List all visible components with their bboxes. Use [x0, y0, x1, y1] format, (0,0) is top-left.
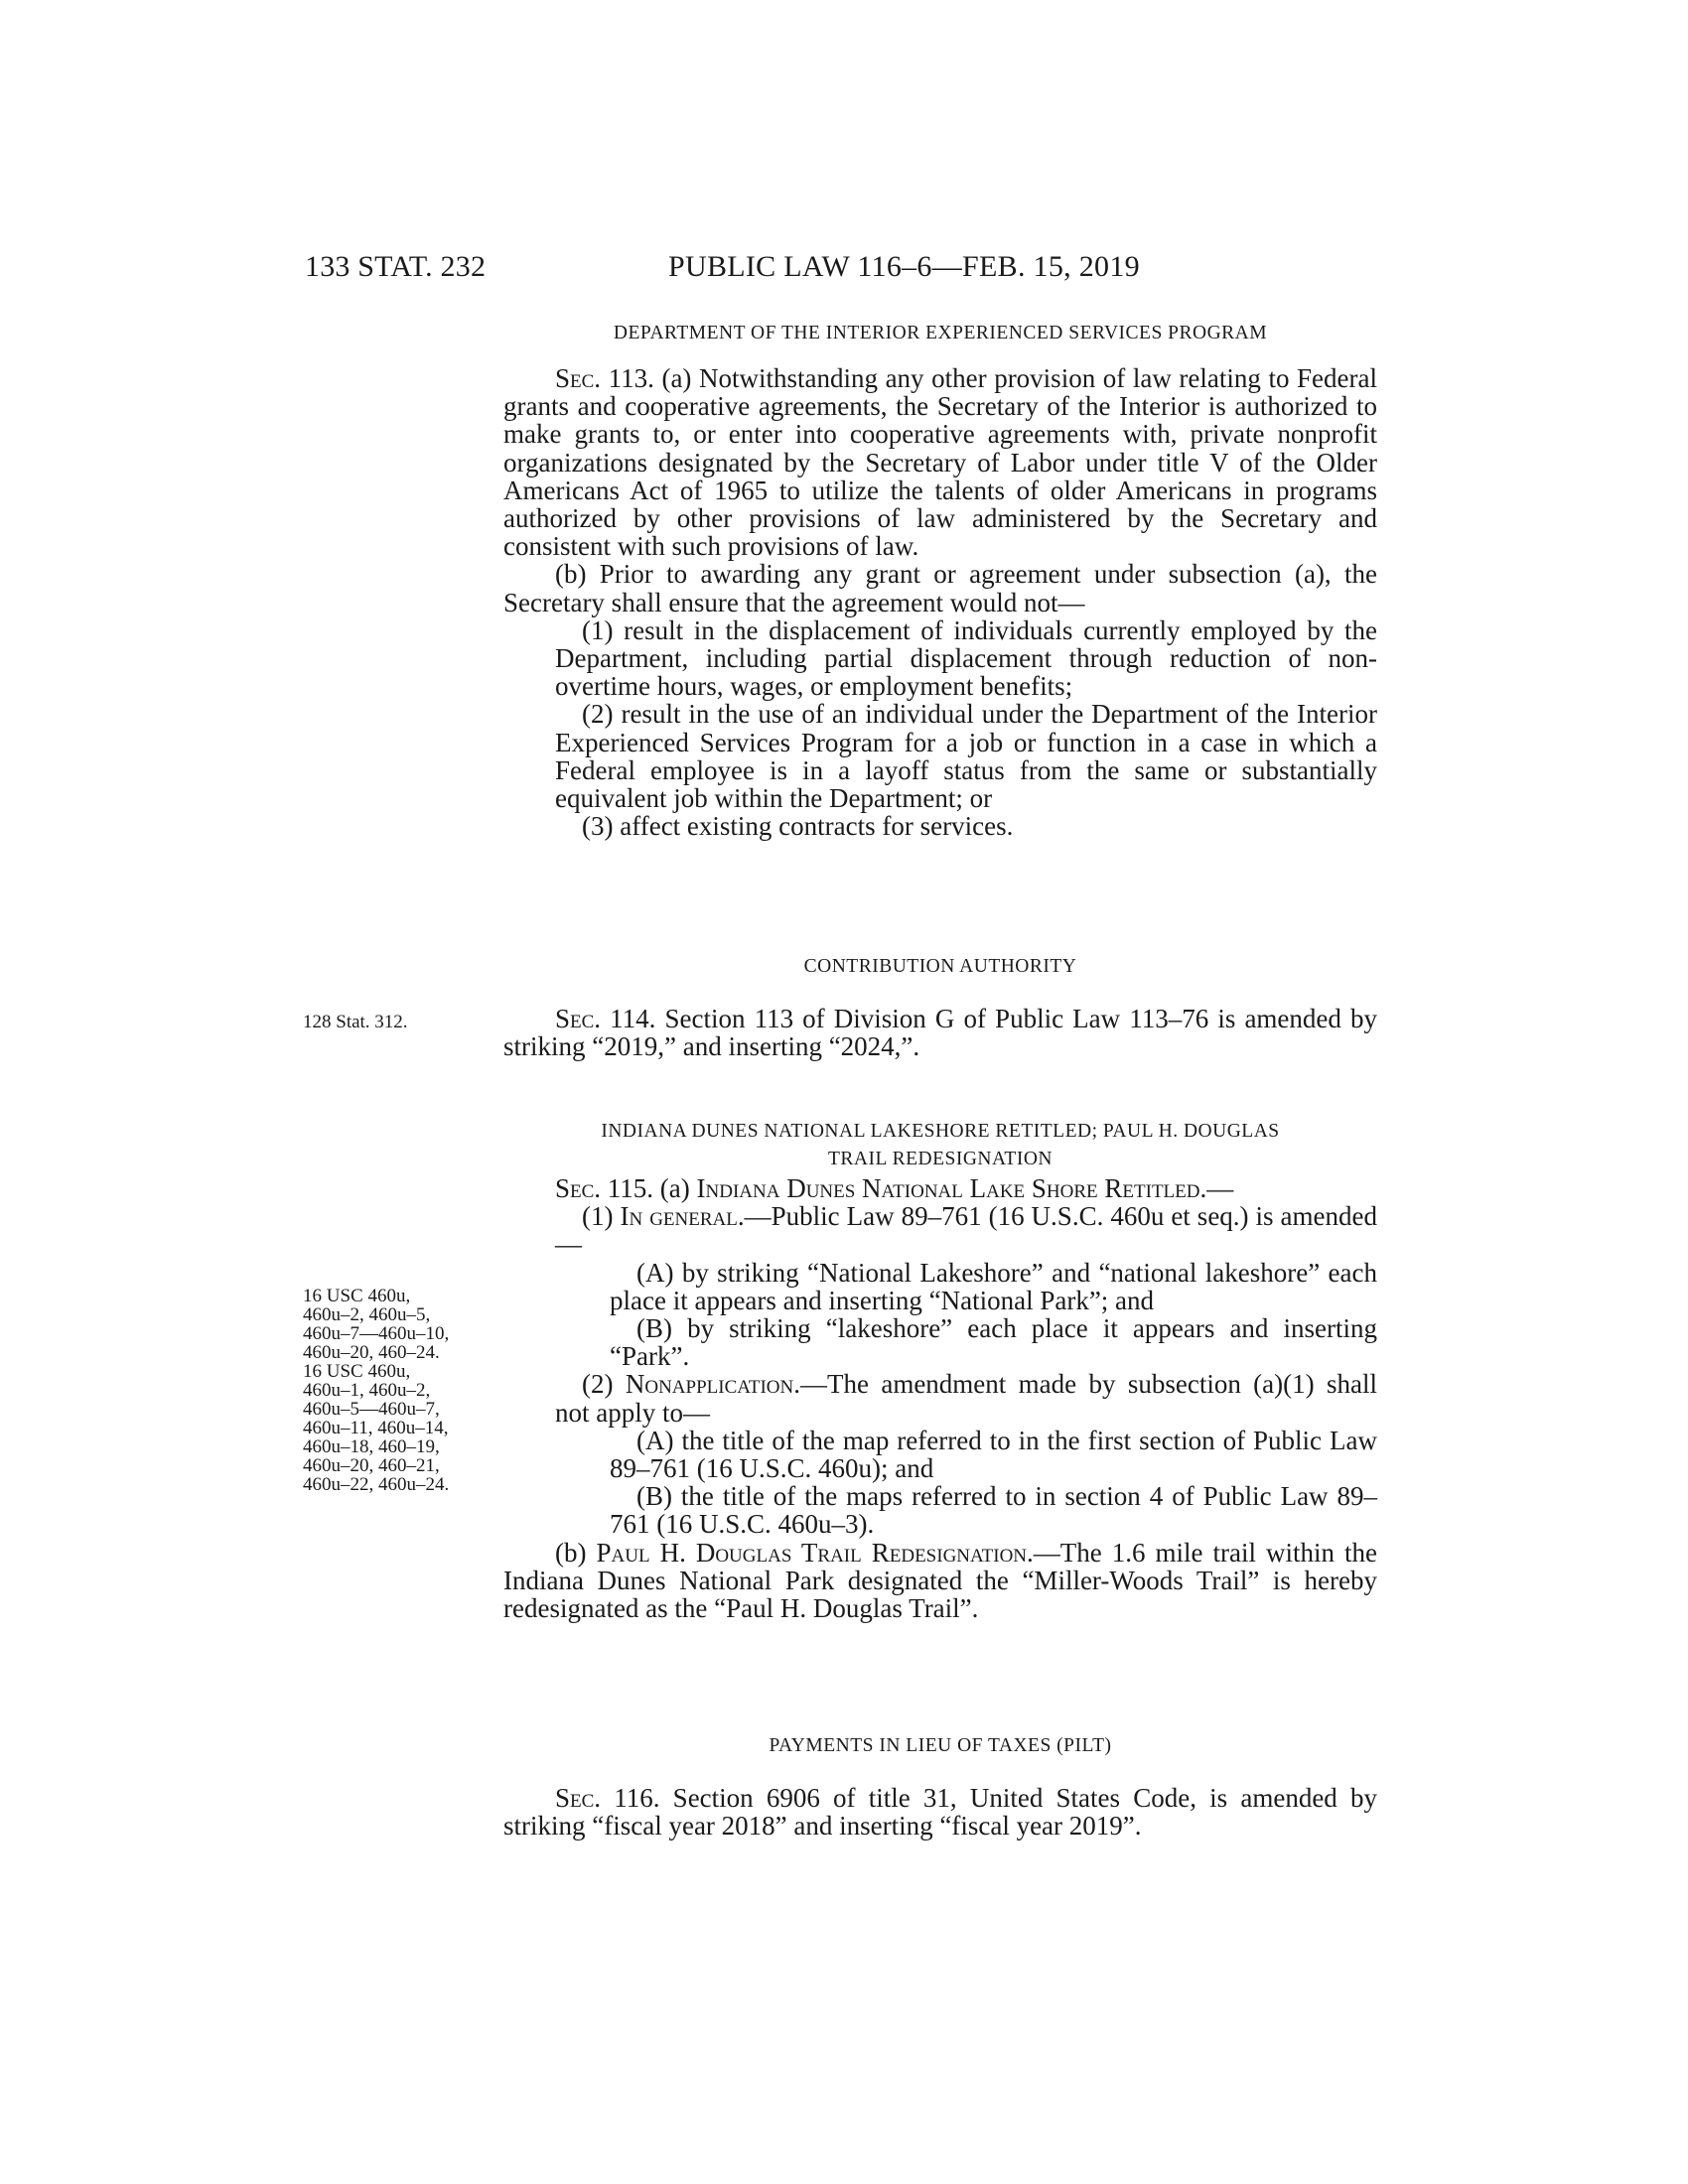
margin-note-line: 460u–1, 460u–2, [303, 1380, 431, 1401]
margin-note-line: 460u–18, 460–19, [303, 1436, 440, 1457]
sec115-paragraph-1-B: (B) by striking “lakeshore” each place it appears and inserting “Park”. [610, 1313, 1377, 1372]
sec115-paragraph-1: (1) In general.—Public Law 89–761 (16 U.S.C. 460u et seq.) is amended— [555, 1201, 1377, 1260]
margin-note-line: 460u–20, 460–21, [303, 1455, 440, 1476]
margin-note-line: 460u–5—460u–7, [303, 1399, 440, 1420]
sec115-paragraph-2: (2) Nonapplication.—The amendment made by subsection (a)(1) shall not apply to— [555, 1369, 1377, 1428]
sec115-p1-title: In general. [620, 1201, 745, 1232]
sec115-heading-line2: TRAIL REDESIGNATION [828, 1149, 1053, 1169]
sec114-margin-note: 128 Stat. 312. [303, 1012, 408, 1032]
sec116-text: Sec. 116. Section 6906 of title 31, United States Code, is amended by striking “fiscal year 2018” and inserting “fiscal year 2019”. [503, 1783, 1377, 1842]
sec-label: Sec. [555, 1004, 602, 1033]
margin-note-line: 460u–22, 460u–24. [303, 1474, 450, 1495]
sec113-body [503, 364, 1377, 840]
sec115-heading-line1: INDIANA DUNES NATIONAL LAKESHORE RETITLED; PAUL H. DOUGLAS [601, 1121, 1280, 1142]
sec115-heading [503, 1118, 1377, 1173]
margin-note-line: 460u–11, 460u–14, [303, 1418, 449, 1438]
sec113-subsection-a [503, 364, 1377, 560]
margin-note-line: 16 USC 460u, [303, 1286, 411, 1306]
sec116-heading: PAYMENTS IN LIEU OF TAXES (PILT) [769, 1735, 1112, 1756]
sec-label: Sec. [555, 363, 602, 393]
margin-note-line: 460u–20, 460–24. [303, 1342, 440, 1363]
sec115-b-title: Paul H. Douglas Trail Redesignation. [596, 1537, 1034, 1568]
sec115-subsection-b: (b) Paul H. Douglas Trail Redesignation.—The 1.6 mile trail within the Indiana Dunes National Park designated the “Miller-Woods Trail” is hereby redesignated as the “Paul H. Douglas Trail”. [503, 1537, 1377, 1624]
sec114-text: Sec. 114. Section 113 of Division G of Public Law 113–76 is amended by striking “2019,” and inserting “2024,”. [503, 1004, 1377, 1062]
sec113-a-text: 113. (a) Notwithstanding any other provision of law relating to Federal grants and cooperative agreements, the Secretary of the Interior is authorized to make grants to, or enter into cooperative agreements with, private nonprofit organizations designated by the Secretary of Labor under title V of the Older Americans Act of 1965 to utilize the talents of older Americans in programs authorized by other provisions of law administered by the Secretary and consistent with such provisions of law. [503, 363, 1377, 562]
sec115-p2-title: Nonapplication. [625, 1369, 800, 1400]
sec113-item-3: (3) affect existing contracts for services. [582, 811, 1014, 842]
margin-note-line: 16 USC 460u, [303, 1361, 411, 1382]
sec113-subsection-b: (b) Prior to awarding any grant or agreement under subsection (a), the Secretary shall ensure that the agreement would not— [503, 559, 1377, 617]
sec113-item-2: (2) result in the use of an individual under the Department of the Interior Experienced Services Program for a job or function in a case in which a Federal employee is in a layoff status from the same or substantially equivalent job within the Department; or [555, 699, 1377, 814]
sec115-body [503, 1174, 1377, 1622]
sec-label: Sec. [555, 1173, 602, 1203]
sec114-heading: CONTRIBUTION AUTHORITY [803, 956, 1077, 977]
sec115-subsection-a: Sec. 115. (a) Indiana Dunes National Lake Shore Retitled.— [555, 1173, 1234, 1203]
running-header: PUBLIC LAW 116–6—FEB. 15, 2019 [668, 250, 1140, 283]
margin-note-line: 460u–2, 460u–5, [303, 1304, 431, 1325]
sec115-paragraph-2-A: (A) the title of the map referred to in the first section of Public Law 89–761 (16 U.S.C. 460u); and [610, 1425, 1377, 1484]
sec115-paragraph-1-A: (A) by striking “National Lakeshore” and “national lakeshore” each place it appears and inserting “National Park”; and [610, 1257, 1377, 1315]
sec113-heading: DEPARTMENT OF THE INTERIOR EXPERIENCED SERVICES PROGRAM [613, 323, 1268, 343]
sec113-item-1: (1) result in the displacement of individuals currently employed by the Department, including partial displacement through reduction of non-overtime hours, wages, or employment benefits; [555, 614, 1377, 702]
sec114-body [503, 1005, 1377, 1060]
sec115-paragraph-2-B: (B) the title of the maps referred to in section 4 of Public Law 89–761 (16 U.S.C. 460u–3). [610, 1481, 1377, 1540]
sec-label: Sec. [555, 1783, 602, 1813]
stat-page-number: 133 STAT. 232 [305, 250, 487, 283]
sec115-margin-notes [303, 1287, 482, 1494]
sec115-a-title: Indiana Dunes National Lake Shore Retitled. [696, 1173, 1207, 1203]
sec116-body [503, 1784, 1377, 1840]
margin-note-line: 460u–7—460u–10, [303, 1323, 450, 1344]
